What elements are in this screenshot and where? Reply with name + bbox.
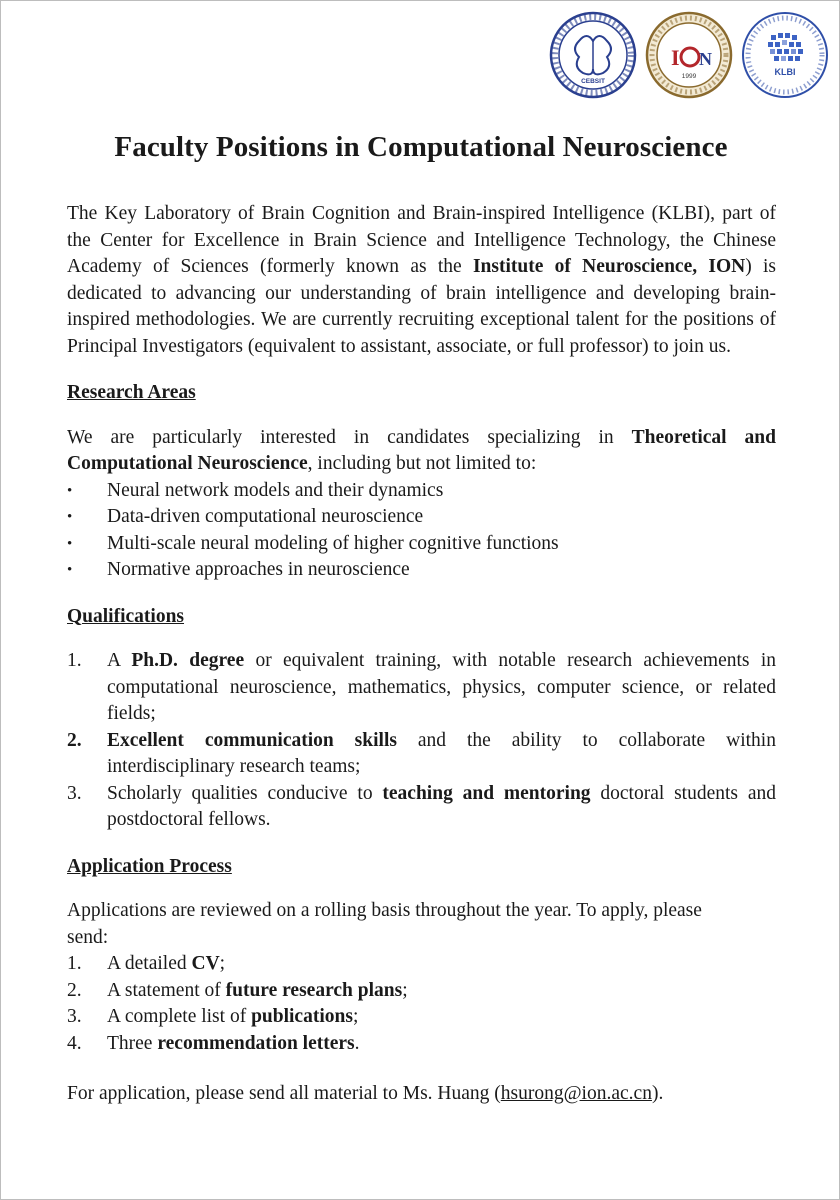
bold-part: Ph.D. degree: [131, 650, 245, 671]
intro-paragraph: [67, 201, 776, 360]
item-number: 2.: [67, 729, 82, 751]
ion-logo: [645, 11, 733, 99]
cebsit-caption: CEBSIT: [581, 78, 605, 85]
bullet-mark: •: [67, 562, 73, 578]
bold-part: recommendation letters: [157, 1032, 355, 1054]
ion-caption: 1999: [681, 73, 697, 80]
list-item: [67, 781, 776, 834]
bullet-mark: •: [67, 482, 73, 499]
svg-text:I: I: [671, 45, 680, 70]
research-item: Neural network models and their dynamics: [107, 479, 444, 501]
main-content: [67, 201, 776, 1108]
research-intro: [67, 425, 776, 478]
research-item: Normative approaches in neuroscience: [107, 559, 410, 580]
text-part: Scholarly qualities conducive to: [107, 782, 383, 804]
item-number: 2.: [67, 979, 82, 1001]
text-part: .: [354, 1032, 360, 1054]
research-bold: Theoretical and Computational Neuroscience: [67, 426, 776, 474]
qualification-text: [107, 728, 776, 781]
list-item: [67, 648, 776, 728]
application-item: [107, 951, 225, 978]
application-item: [107, 978, 408, 1005]
text-part: or equivalent training, with notable research achievements in computational neuroscience, mathematics, physics, computer science, or related fields;: [107, 650, 776, 724]
qualification-text: [107, 648, 776, 728]
email-link[interactable]: hsurong@ion.ac.cn: [500, 1083, 652, 1104]
list-item: [67, 504, 776, 531]
application-item: [107, 1031, 360, 1058]
text-part: ;: [402, 979, 408, 1001]
bullet-mark: •: [67, 535, 73, 552]
research-text-2: , including but not limited to:: [307, 453, 537, 474]
list-item: [67, 478, 776, 505]
svg-text:N: N: [699, 49, 712, 69]
text-part: doctoral students and postdoctoral fellows.: [107, 782, 776, 830]
qualifications-heading: Qualifications: [67, 605, 185, 627]
list-item: [67, 531, 776, 558]
application-item: [107, 1004, 358, 1031]
page-title: Faculty Positions in Computational Neuroscience: [114, 131, 728, 163]
research-item: Data-driven computational neuroscience: [107, 506, 424, 527]
item-number: 1.: [67, 953, 82, 974]
bold-part: CV: [191, 953, 220, 974]
text-part: ;: [219, 953, 226, 974]
contact-line: [67, 1081, 776, 1108]
bold-part: future research plans: [225, 979, 403, 1001]
intro-text-2: ) is dedicated to advancing our understanding of brain intelligence and developing brain-inspired methodologies. We are currently recruiting exceptional talent for the positions of Principal Investigators (equivalent to assistant, associate, or full professor) to join us.: [67, 256, 777, 357]
klbi-logo: [741, 11, 829, 99]
logo-row: [549, 11, 829, 99]
text-part: and the ability to collaborate within interdisciplinary research teams;: [107, 729, 776, 777]
list-item: [67, 1004, 776, 1031]
text-part: A detailed: [107, 953, 192, 974]
text-part: ;: [352, 1006, 359, 1027]
bold-part: publications: [251, 1006, 353, 1027]
list-item: [67, 728, 776, 781]
bold-part: teaching and mentoring: [382, 782, 591, 804]
research-heading: Research Areas: [67, 382, 196, 403]
text-part: A: [107, 650, 132, 671]
intro-bold-ion: Institute of Neuroscience, ION: [472, 256, 746, 277]
list-item: [67, 951, 776, 978]
qualification-text: [107, 781, 776, 834]
item-number: 4.: [67, 1032, 82, 1054]
text-part: A statement of: [107, 979, 226, 1001]
bullet-mark: •: [67, 509, 73, 525]
list-item: [67, 557, 776, 584]
contact-text-2: ).: [651, 1083, 664, 1104]
application-intro: Applications are reviewed on a rolling basis throughout the year. To apply, please send:: [67, 900, 702, 948]
application-heading: Application Process: [67, 855, 232, 877]
item-number: 3.: [67, 782, 82, 804]
list-item: [67, 1031, 776, 1058]
research-text-1: We are particularly interested in candidates specializing in: [67, 426, 632, 448]
text-part: A complete list of: [107, 1006, 252, 1027]
research-item: Multi-scale neural modeling of higher cognitive functions: [107, 532, 559, 554]
cebsit-logo: [549, 11, 637, 99]
bold-part: Excellent communication skills: [107, 729, 397, 751]
contact-text-1: For application, please send all material to Ms. Huang (: [67, 1083, 501, 1104]
intro-text-1: The Key Laboratory of Brain Cognition and Brain-inspired Intelligence (KLBI), part of the Center for Excellence in Brain Science and Intelligence Technology, the Chinese Academy of Sciences (formerly known as the: [67, 203, 776, 277]
klbi-caption: KLBI: [774, 67, 796, 77]
list-item: [67, 978, 776, 1005]
item-number: 3.: [67, 1006, 82, 1027]
text-part: Three: [107, 1032, 158, 1054]
item-number: 1.: [67, 650, 82, 671]
